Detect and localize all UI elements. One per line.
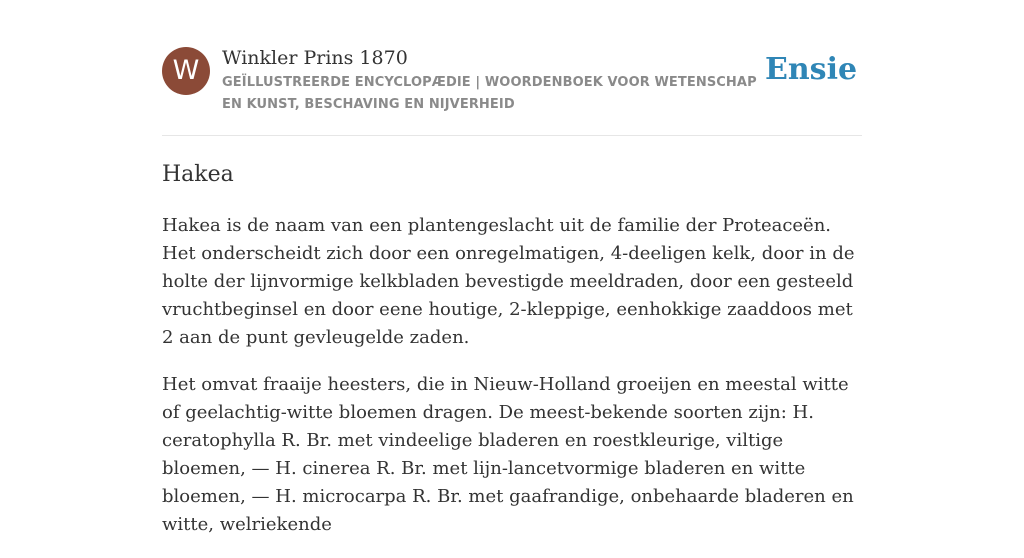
source-avatar[interactable]: W [162,47,210,95]
source-title[interactable]: Winkler Prins 1870 [222,47,408,69]
source-header [162,46,862,135]
article-title: Hakea [162,162,234,187]
header-divider [162,135,862,136]
article-paragraph-1: Hakea is de naam van een plantengeslacht uit de familie der Proteaceën. Het onderscheidt zich door een onregelmatigen, 4-deeligen kelk, door in de holte der lijnvormige kelkbladen bevestigde meeldraden, door een gesteeld vruchtbeginsel en door eene houtige, 2-kleppige, eenhokkige zaaddoos met 2 aan de punt gevleugelde zaden. [162,215,855,348]
article-body [162,212,867,558]
ensie-logo[interactable]: Ensie [765,52,858,87]
source-subtitle: GEÏLLUSTREERDE ENCYCLOPÆDIE | WOORDENBOEK VOOR WETENSCHAP EN KUNST, BESCHAVING EN NIJVERHEID [222,75,757,112]
article-paragraph-2: Het omvat fraaije heesters, die in Nieuw-Holland groeijen en meestal witte of geelachtig-witte bloemen dragen. De meest-bekende soorten zijn: H. ceratophylla R. Br. met vindeelige bladeren en roestkleurige, viltige bloemen, — H. cinerea R. Br. met lijn-lancetvormige bladeren en witte bloemen, — H. microcarpa R. Br. met gaafrandige, onbehaarde bladeren en witte, welriekende [162,374,854,535]
